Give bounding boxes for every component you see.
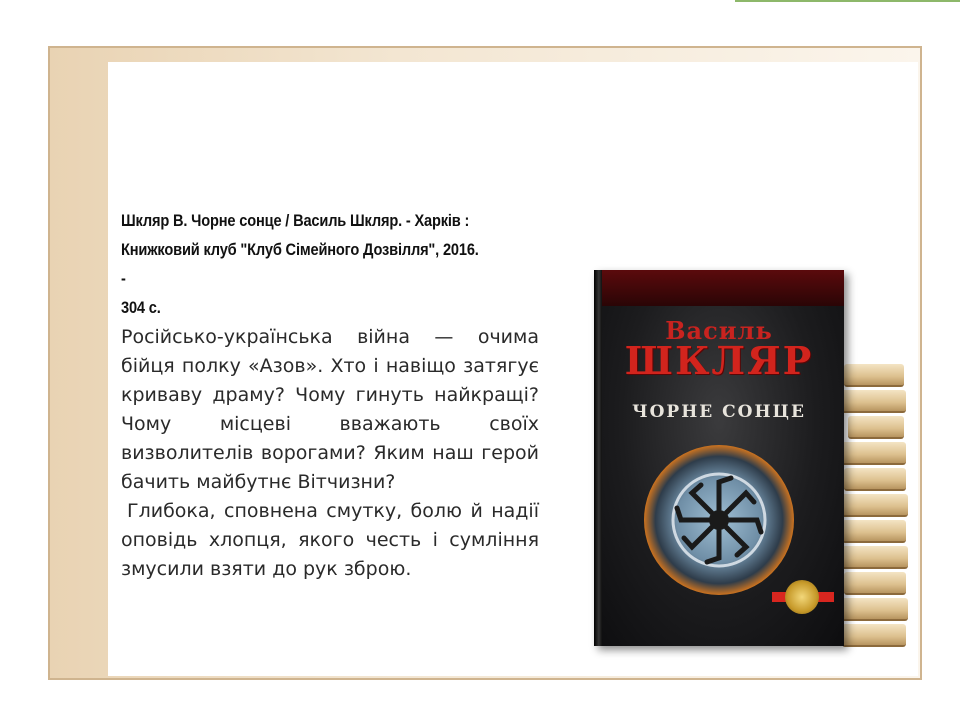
citation-line: 304 с. <box>121 298 161 317</box>
cover-author-last-name: ШКЛЯР <box>624 338 814 383</box>
annotation-paragraph: Російсько-українська війна — очима бійця полку «Азов». Хто і навіщо затягує криваву драму? Чому гинуть найкращі? Чому місцеві вважають своїх визволителів ворогами? Яким наш герой бачить майбутнє Вітчизни? <box>121 326 539 493</box>
citation-line: Книжковий клуб "Клуб Сімейного Дозвілля", 2016. - <box>121 240 479 288</box>
publisher-seal-icon <box>785 580 819 614</box>
annotation-paragraph: Глибока, сповнена смутку, болю й надії оповідь хлопця, якого честь і сумління змусили взяти до рук зброю. <box>121 500 539 580</box>
cover-top-band <box>594 270 844 306</box>
citation-line: Шкляр В. Чорне сонце / Василь Шкляр. - Харків : <box>121 211 470 230</box>
cover-author-first-name: Василь <box>665 316 773 345</box>
cover-title: ЧОРНЕ СОНЦЕ <box>632 402 806 422</box>
top-accent-line <box>735 0 960 2</box>
bibliographic-citation <box>121 206 482 322</box>
book-annotation <box>121 323 539 584</box>
black-sun-emblem-icon <box>644 445 794 595</box>
book-cover-image <box>594 270 844 646</box>
